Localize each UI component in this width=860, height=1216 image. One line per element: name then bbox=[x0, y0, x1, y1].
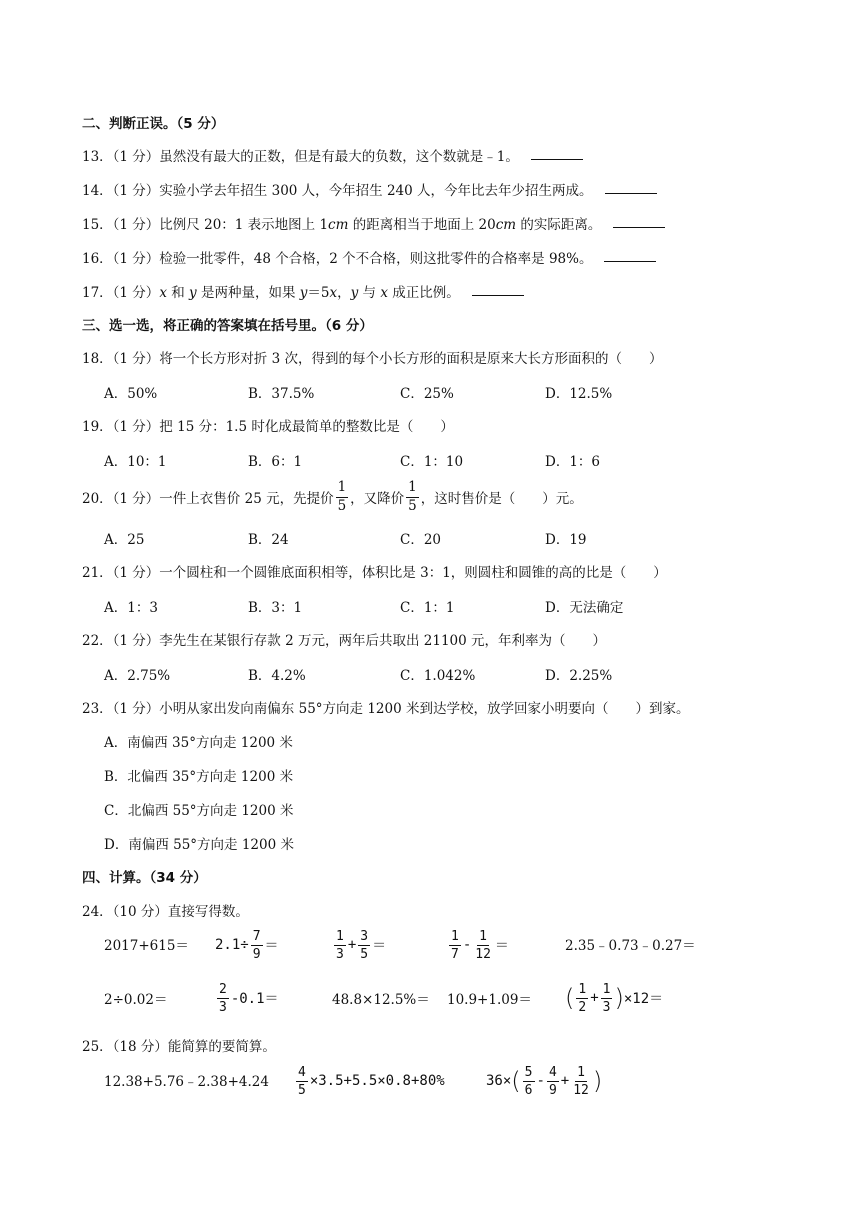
question-22: 22．（1 分）李先生在某银行存款 2 万元，两年后共取出 21100 元，年利率为（ ） bbox=[82, 633, 607, 649]
question-20: 20．（1 分）一件上衣售价 25 元，先提价 $\frac{1}{5}$ ，又降价 $\frac{1}{5}$ ，这时售价是（ ）元。 bbox=[82, 479, 583, 514]
option-b[interactable]: B．37.5% bbox=[248, 386, 315, 402]
fraction: $\frac{4}{5}$ bbox=[298, 1064, 306, 1098]
question-14: 14．（1 分）实验小学去年招生 300 人，今年招生 240 人，今年比去年少招生两成。 bbox=[82, 179, 657, 199]
fraction: $\frac{7}{9}$ bbox=[252, 928, 261, 962]
answer-blank[interactable] bbox=[531, 158, 583, 160]
expression: 48.8×12.5%＝ bbox=[332, 992, 430, 1008]
fraction: $\frac{1}{12}$ bbox=[573, 1064, 589, 1098]
question-17: 17．（1 分）x 和 y 是两种量，如果 y＝5x，y 与 x 成正比例。 bbox=[82, 281, 524, 301]
option-c[interactable]: C．1：10 bbox=[400, 454, 464, 470]
option-c[interactable]: C．1：1 bbox=[400, 600, 455, 616]
fraction: $\frac{1}{2}$ bbox=[578, 981, 587, 1015]
option-b[interactable]: B．24 bbox=[248, 532, 289, 548]
fraction: $\frac{1}{7}$ bbox=[451, 928, 459, 962]
fraction: $\frac{1}{5}$ bbox=[408, 479, 417, 514]
question-13: 13．（1 分）虽然没有最大的正数，但是有最大的负数，这个数就是﹣1。 bbox=[82, 145, 583, 165]
expression: 12.38+5.76﹣2.38+4.24 bbox=[104, 1074, 269, 1090]
section-title-calculation: 四、计算。（34 分） bbox=[82, 870, 207, 886]
option-d[interactable]: D．19 bbox=[545, 532, 587, 548]
section-title-choice: 三、选一选，将正确的答案填在括号里。（6 分） bbox=[82, 318, 373, 334]
expression: $\frac{1}{7}$ - $\frac{1}{12}$ ＝ bbox=[451, 928, 509, 962]
question-23: 23．（1 分）小明从家出发向南偏东 55°方向走 1200 米到达学校，放学回家小明要向（ ）到家。 bbox=[82, 701, 690, 717]
option-a[interactable]: A．2.75% bbox=[104, 668, 171, 684]
option-b[interactable]: B．6：1 bbox=[248, 454, 303, 470]
expression: $\frac{2}{3}$ -0.1＝ bbox=[219, 981, 279, 1015]
option-a[interactable]: A．50% bbox=[104, 386, 158, 402]
expression: ( $\frac{1}{2}$ + $\frac{1}{3}$ ) ×12＝ bbox=[565, 981, 664, 1015]
option-d[interactable]: D．1：6 bbox=[545, 454, 601, 470]
expression: 2÷0.02＝ bbox=[104, 992, 168, 1008]
expression: 2.35﹣0.73﹣0.27＝ bbox=[565, 938, 696, 954]
expression: 10.9+1.09＝ bbox=[447, 992, 532, 1008]
question-19: 19．（1 分）把 15 分：1.5 时化成最简单的整数比是（ ） bbox=[82, 419, 454, 435]
fraction: $\frac{5}{6}$ bbox=[524, 1064, 533, 1098]
option-d[interactable]: D．无法确定 bbox=[545, 600, 624, 616]
question-25: 25．（18 分）能简算的要简算。 bbox=[82, 1039, 276, 1055]
option-b[interactable]: B．4.2% bbox=[248, 668, 306, 684]
question-21: 21．（1 分）一个圆柱和一个圆锥底面积相等，体积比是 3：1，则圆柱和圆锥的高的比是（ ） bbox=[82, 565, 667, 581]
question-15: 15．（1 分）比例尺 20：1 表示地图上 1cm 的距离相当于地面上 20cm 的实际距离。 bbox=[82, 213, 665, 233]
fraction: $\frac{2}{3}$ bbox=[219, 981, 227, 1015]
expression: $\frac{4}{5}$ ×3.5+5.5×0.8+80% bbox=[298, 1064, 445, 1098]
fraction: $\frac{1}{3}$ bbox=[336, 928, 344, 962]
fraction: $\frac{4}{9}$ bbox=[548, 1064, 557, 1098]
fraction: $\frac{3}{5}$ bbox=[360, 928, 369, 962]
question-18: 18．（1 分）将一个长方形对折 3 次，得到的每个小长方形的面积是原来大长方形面积的（ ） bbox=[82, 351, 663, 367]
option-a[interactable]: A．25 bbox=[104, 532, 145, 548]
answer-blank[interactable] bbox=[472, 294, 524, 296]
expression: 2017+615＝ bbox=[104, 938, 189, 954]
option-b[interactable]: B．3：1 bbox=[248, 600, 303, 616]
option-c[interactable]: C．25% bbox=[400, 386, 454, 402]
fraction: $\frac{1}{12}$ bbox=[475, 928, 491, 962]
option-a[interactable]: A．1：3 bbox=[104, 600, 158, 616]
answer-blank[interactable] bbox=[604, 260, 656, 262]
option-d[interactable]: D．2.25% bbox=[545, 668, 613, 684]
fraction: $\frac{1}{5}$ bbox=[337, 479, 347, 514]
expression: $\frac{1}{3}$ + $\frac{3}{5}$ ＝ bbox=[336, 928, 387, 962]
option-b[interactable]: B．北偏西 35°方向走 1200 米 bbox=[104, 769, 294, 785]
option-c[interactable]: C．20 bbox=[400, 532, 442, 548]
option-c[interactable]: C．北偏西 55°方向走 1200 米 bbox=[104, 803, 294, 819]
expression: 2.1÷ $\frac{7}{9}$ ＝ bbox=[215, 928, 279, 962]
section-title-judgement: 二、判断正误。（5 分） bbox=[82, 116, 225, 132]
option-c[interactable]: C．1.042% bbox=[400, 668, 476, 684]
option-a[interactable]: A．10：1 bbox=[104, 454, 167, 470]
question-24: 24．（10 分）直接写得数。 bbox=[82, 904, 249, 920]
option-d[interactable]: D．南偏西 55°方向走 1200 米 bbox=[104, 837, 294, 853]
answer-blank[interactable] bbox=[613, 226, 665, 228]
fraction: $\frac{1}{3}$ bbox=[602, 981, 611, 1015]
option-a[interactable]: A．南偏西 35°方向走 1200 米 bbox=[104, 735, 293, 751]
answer-blank[interactable] bbox=[605, 192, 657, 194]
expression: 36× ( $\frac{5}{6}$ - $\frac{4}{9}$ + $\frac{1}{12}$ ) bbox=[486, 1064, 603, 1098]
option-d[interactable]: D．12.5% bbox=[545, 386, 613, 402]
question-16: 16．（1 分）检验一批零件，48 个合格，2 个不合格，则这批零件的合格率是 98%。 bbox=[82, 247, 656, 267]
